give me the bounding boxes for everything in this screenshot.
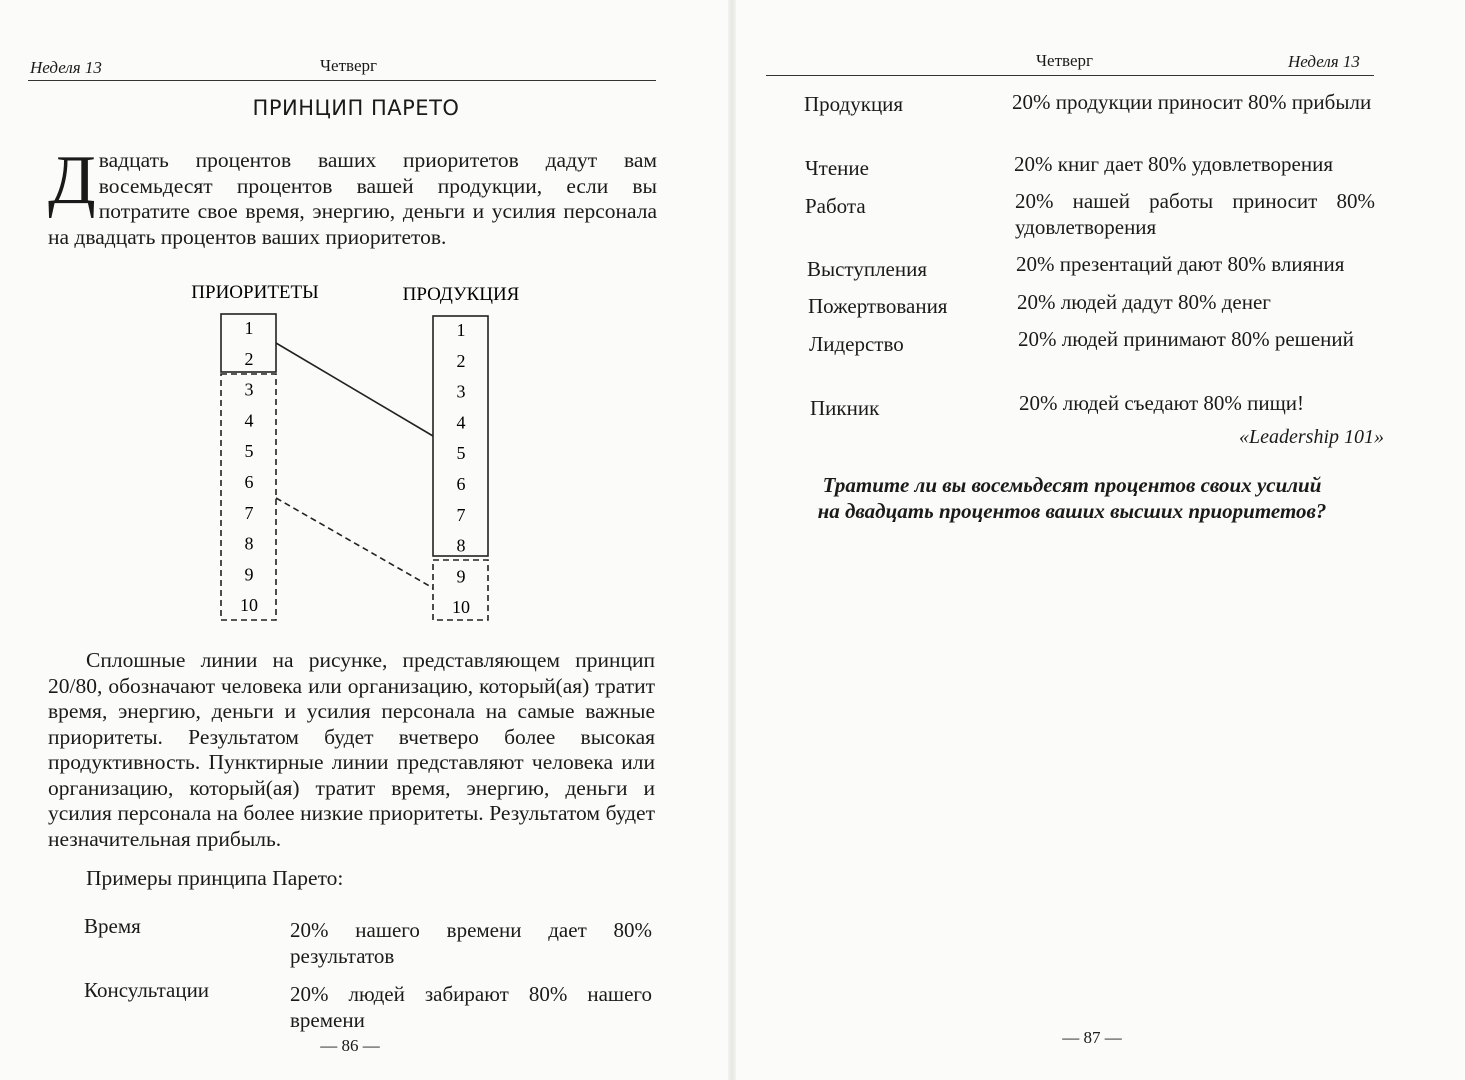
diagram-right-label: ПРОДУКЦИЯ — [402, 284, 520, 305]
priority-number: 4 — [244, 410, 254, 431]
page-number: — 86 — — [320, 1036, 380, 1055]
source-citation: «Leadership 101» — [1239, 426, 1384, 448]
explanation-paragraph: Сплошные линии на рисунке, представляющем принцип 20/80, обозначают человека или организацию, который(ая) тратит время, энергию, деньги и усилия персонала на самые важные приоритеты. Результатом будет вчетверо более высокая продуктивность. Пунктирные линии представляют человека или организацию, который(ая) тратит время, энергию, деньги и усилия персонала на более низкие приоритеты. Результатом будет незначительная прибыль. — [48, 648, 655, 851]
drop-cap: Д — [48, 142, 96, 219]
priority-number: 3 — [244, 379, 254, 400]
production-number: 9 — [456, 566, 466, 587]
example-desc: 20% презентаций дают 80% влияния — [1016, 252, 1345, 276]
production-number: 1 — [456, 320, 466, 340]
intro-paragraph — [48, 142, 657, 250]
production-number: 3 — [456, 381, 466, 402]
example-desc: 20% людей принимают 80% решений — [1018, 327, 1354, 351]
priority-number: 2 — [244, 348, 254, 369]
production-number: 5 — [456, 443, 466, 464]
example-term: Работа — [805, 194, 866, 218]
priority-number: 5 — [244, 441, 254, 462]
header-day: Четверг — [1036, 51, 1093, 70]
example-term: Консультации — [84, 978, 210, 1002]
header-week: Неделя 13 — [30, 58, 102, 77]
header-week: Неделя 13 — [1288, 52, 1360, 71]
page-title: ПРИНЦИП ПАРЕТО — [252, 96, 460, 120]
priority-number: 9 — [244, 564, 254, 585]
right-page — [732, 0, 1465, 1080]
diagram-left-label: ПРИОРИТЕТЫ — [191, 282, 319, 303]
priority-number: 10 — [240, 595, 258, 616]
left-page — [0, 0, 732, 1080]
production-number: 2 — [456, 350, 466, 371]
page-number: — 87 — — [1062, 1028, 1122, 1047]
example-desc: 20% продукции приносит 80% прибыли — [1012, 90, 1372, 114]
example-desc: 20% нашей работы приносит 80% удовлетворения — [1015, 189, 1375, 239]
intro-text: вадцать процентов ваших приоритетов дадут вам восемьдесят процентов вашей продукции, если вы потратите свое время, энергию, деньги и усилия персонала на двадцать процентов ваших приоритетов. — [48, 148, 657, 249]
example-term: Чтение — [805, 156, 869, 180]
production-number: 8 — [456, 535, 466, 556]
examples-heading: Примеры принципа Парето: — [86, 866, 344, 890]
priority-number: 6 — [244, 472, 254, 492]
priority-number: 7 — [244, 502, 254, 523]
example-term: Выступления — [807, 257, 928, 281]
pareto-diagram — [160, 276, 560, 631]
production-number: 6 — [456, 474, 466, 494]
closing-question — [752, 472, 1392, 524]
dashed-connector-line — [276, 498, 433, 588]
production-number: 7 — [456, 504, 466, 525]
closing-line: на двадцать процентов ваших высших приоритетов? — [817, 499, 1327, 523]
priority-number: 8 — [244, 533, 254, 554]
example-term: Пожертвования — [808, 294, 948, 318]
closing-line: Тратите ли вы восемьдесят процентов своих усилий — [822, 473, 1322, 497]
header-rule — [766, 75, 1374, 76]
header-rule — [28, 80, 656, 81]
example-term: Лидерство — [809, 332, 904, 356]
example-term: Продукция — [804, 92, 904, 116]
example-term: Время — [84, 914, 141, 938]
example-desc: 20% людей дадут 80% денег — [1017, 290, 1271, 314]
example-desc: 20% книг дает 80% удовлетворения — [1014, 152, 1333, 176]
header-day: Четверг — [320, 56, 377, 75]
example-desc: 20% людей забирают 80% нашего времени — [290, 982, 652, 1032]
production-number: 10 — [452, 597, 470, 618]
solid-connector-line — [276, 343, 433, 436]
example-term: Пикник — [810, 396, 880, 420]
production-number: 4 — [456, 412, 466, 433]
priority-number: 1 — [244, 318, 254, 338]
example-desc: 20% людей съедают 80% пищи! — [1019, 391, 1305, 415]
example-desc: 20% нашего времени дает 80% результатов — [290, 918, 652, 968]
